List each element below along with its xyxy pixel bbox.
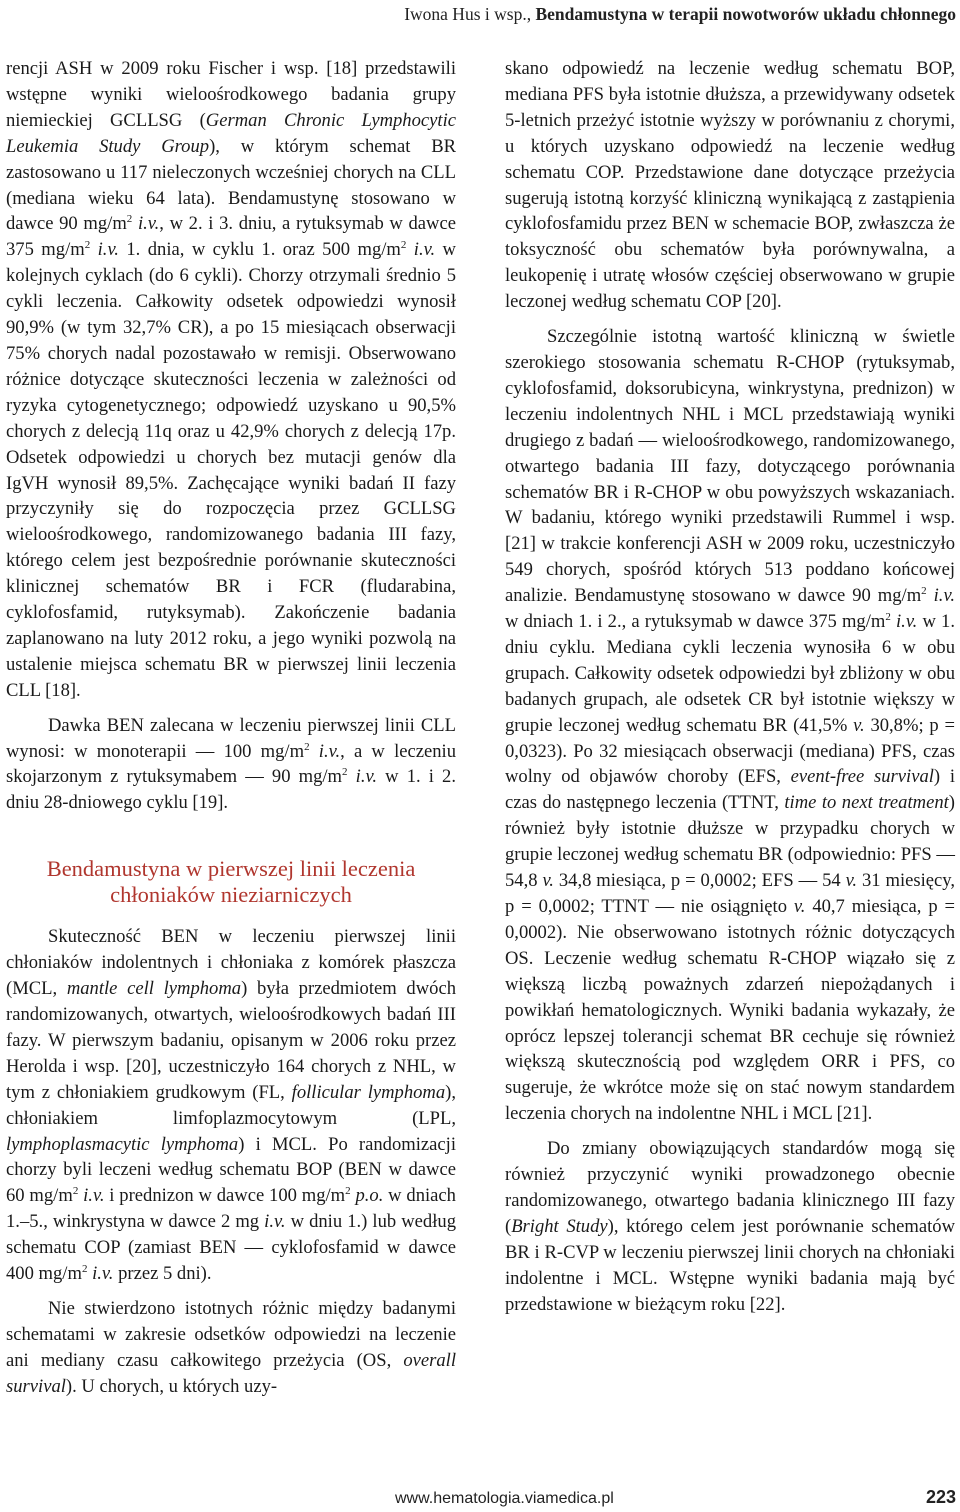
footer-url: www.hematologia.viamedica.pl (395, 1490, 614, 1507)
header-authors: Iwona Hus i wsp., (404, 4, 532, 24)
header-title: Bendamustyna w terapii nowotworów układu chłonnego (535, 4, 956, 24)
section-heading: Bendamustyna w pierwszej linii leczenia chłoniaków nieziarniczych (46, 856, 416, 908)
right-column (505, 56, 955, 1318)
right-paragraph-2: Szczególnie istotną wartość kliniczną w świetle szerokiego stosowania schematu R-CHOP (rytuksymab, cyklofosfamid, doksorubicyna, winkrystyna, prednizon) w leczeniu indolentnych NHL i MCL przedstawiają wyniki drugiego z badań — wieloośrodkowego, randomizowanego, otwartego badania III fazy, dotyczącego porównania schematów BR i R-CHOP w obu powyższych wskazaniach. W badaniu, którego wyniki przedstawili Rummel i wsp. [21] w trakcie konferencji ASH w 2009 roku, uczestniczyło 549 chorych, spośród których 513 poddano końcowej analizie. Bendamustynę stosowano w dawce 90 $mg/m^2$ i.v. w dniach 1. i 2., a rytuksymab w dawce 375 $mg/m^2$ i.v. w 1. dniu cyklu. Mediana cykli leczenia wynosiła 6 w obu grupach. Całkowity odsetek odpowiedzi był zbliżony w obu badanych grupach, ale odsetek CR był istotnie większy w grupie leczonej według schematu BR (41,5% v. 30,8%; p = 0,0323). Po 32 miesiącach obserwacji (mediana) PFS, czas wolny od objawów choroby (EFS, event-free survival) i czas do następnego leczenia (TTNT, time to next treatment) również były istotnie dłuższe w przypadku chorych w grupie leczonej według schematu BR (odpowiednio: PFS — 54,8 v. 34,8 miesiąca, p = 0,0002; EFS — 54 v. 31 miesięcy, p = 0,0002; TTNT — nie osiągnięto v. 40,7 miesiąca, p = 0,0002). Nie obserwowano istotnych różnic dotyczących OS. Leczenie według schematu R-CHOP wiązało się z większą liczbą poważnych zdarzeń niepożądanych i powikłań hematologicznych. Wyniki badania wykazały, że oprócz lepszej tolerancji schemat BR cechuje się również większą skutecznością pod względem ORR i PFS, co sugeruje, że wkrótce może się on stać nowym standardem leczenia chorych na indolentne NHL i MCL [21]. (505, 326, 956, 1125)
left-column (6, 56, 456, 1400)
left-paragraph-1: rencji ASH w 2009 roku Fischer i wsp. [18] przedstawili wstępne wyniki wieloośrodkowego badania grupy niemieckiej GCLLSG (German Chronic Lymphocytic Leukemia Study Group), w którym schemat BR zastosowano u 117 nieleczonych wcześniej chorych na CLL (mediana wieku 64 lata). Bendamustynę stosowano w dawce 90 $mg/m^2$ i.v., w 2. i 3. dniu, a rytuksymab w dawce 375 $mg/m^2$ i.v. 1. dnia, w cyklu 1. oraz 500 $mg/m^2$ i.v. w kolejnych cyklach (do 6 cykli). Chorzy otrzymali średnio 5 cykli leczenia. Całkowity odsetek odpowiedzi wynosił 90,9% (w tym 32,7% CR), a po 15 miesiącach obserwacji 75% chorych nadal pozostawało w remisji. Obserwowano różnice dotyczące skuteczności leczenia w zależności od ryzyka cytogenetycznego; odpowiedź uzyskano u 90,5% chorych z delecją 11q oraz u 42,9% chorych z delecją 17p. Odsetek odpowiedzi u chorych bez mutacji genów dla IgVH wynosił 89,5%. Zachęcające wyniki badań II fazy przyczyniły się do rozpoczęcia przez GCLLSG wieloośrodkowego, randomizowanego badania III fazy, którego celem jest bezpośrednie porównanie skuteczności klinicznej schematów BR i FCR (fludarabina, cyklofosfamid, rutyksymab). Zakończenie badania zaplanowano na luty 2012 roku, a jego wyniki pozwolą na ustalenie miejsca schematu BR w pierwszej linii leczenia CLL [18]. (6, 58, 456, 701)
left-paragraph-2: Dawka BEN zalecana w leczeniu pierwszej linii CLL wynosi: w monoterapii — 100 $mg/m^2$ i.v., a w leczeniu skojarzonym z rytuksymabem — 90 $mg/m^2$ i.v. w 1. i 2. dniu 28-dniowego cyklu [19]. (6, 714, 457, 814)
page-number: 223 (925, 1487, 956, 1507)
left-paragraph-3: Skuteczność BEN w leczeniu pierwszej linii chłoniaków indolentnych i chłoniaka z komórek płaszcza (MCL, mantle cell lymphoma) była przedmiotem dwóch randomizowanych, otwartych, wieloośrodkowych badań III fazy. W pierwszym badaniu, opisanym w 2006 roku przez Herolda i wsp. [20], uczestniczyło 164 chorych z NHL, w tym z chłoniakiem grudkowym (FL, follicular lymphoma), chłoniakiem limfoplazmocytowym (LPL, lymphoplasmacytic lymphoma) i MCL. Po randomizacji chorzy byli leczeni według schematu BOP (BEN w dawce 60 $mg/m^2$ i.v. i prednizon w dawce 100 $mg/m^2$ p.o. w dniach 1.–5., winkrystyna w dawce 2 mg i.v. w dniu 1.) lub według schematu COP (zamiast BEN — cyklofosfamid w dawce 400 $mg/m^2$ i.v. przez 5 dni). (6, 926, 457, 1285)
right-paragraph-1: skano odpowiedź na leczenie według schematu BOP, mediana PFS była istotnie dłuższa, a przewidywany odsetek 5-letnich przeżyć istotnie wyższy w porównaniu z chorymi, u których uzyskano odpowiedź na leczenie według schematu COP. Przedstawione dane dotyczące przeżycia sugerują istotną korzyść kliniczną wynikającą z zastąpienia cyklofosfamidu przez BEN w schemacie BOP, zwłaszcza że toksyczność obu schematów była porównywalna, a leukopenię i utratę włosów częściej obserwowano w grupie leczonej według schematu COP [20]. (505, 58, 955, 313)
right-paragraph-3: Do zmiany obowiązujących standardów mogą się również przyczynić wyniki prowadzonego obecnie randomizowanego, otwartego badania klinicznego III fazy (Bright Study), którego celem jest porównanie schematów BR i R-CVP w leczeniu pierwszej linii chorych na chłoniaki indolentne i MCL. Wstępne wyniki badania mają być przedstawione w bieżącym roku [22]. (505, 1138, 955, 1315)
running-head (404, 4, 956, 25)
left-paragraph-4: Nie stwierdzono istotnych różnic między badanymi schematami w zakresie odsetków odpowiedzi na leczenie ani mediany czasu całkowitego przeżycia (OS, overall survival). U chorych, u których uzy- (6, 1297, 456, 1397)
